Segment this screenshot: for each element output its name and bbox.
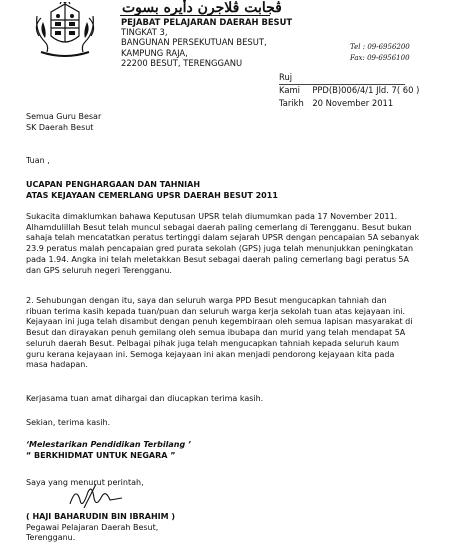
address-line: PEJABAT PELAJARAN DAERAH BESUT [121, 17, 293, 27]
signatory-title: Pegawai Pelajaran Daerah Besut, [26, 522, 159, 532]
reference-divider [279, 84, 405, 85]
salutation: Tuan , [26, 156, 50, 165]
paragraph-line: pada 1.94. Angka ini telah meletakkan Besut sebagai daerah paling cemerlang bagi peratus 5A [26, 254, 409, 264]
signatory-place: Terengganu. [26, 533, 76, 543]
paragraph-line: sahaja telah mencatatkan peratus tertinggi dalam sejarah UPSR dengan pencapaian 5A sebanyak [26, 233, 420, 243]
subject-line: ATAS KEJAYAAN CEMERLANG UPSR DAERAH BESUT 2011 [26, 190, 278, 200]
jawi-title: ڤجابت ڤلاجرن دأيره بسوت [122, 0, 282, 16]
closing-thanks: Kerjasama tuan amat dihargai dan diucapkan terima kasih. [26, 394, 264, 403]
ruj-value: PPD(B)006/4/1 Jld. 7( 60 ) [312, 85, 420, 95]
motto-line: ‘Melestarikan Pendidikan Terbilang ’ [26, 440, 192, 449]
paragraph-line: guru kerana kejayaan ini. Semoga kejayaan ini akan menjadi pendorong kejayaan kita pada [26, 349, 395, 359]
signature-icon [66, 482, 126, 512]
paragraph-line: Besut dan dirayakan penuh gemilang oleh semua ibubapa dan murid yang telah mendapat 5A [26, 328, 406, 338]
ruj-label: Ruj Kami [279, 72, 300, 95]
subject-line: UCAPAN PENGHARGAAN DAN TAHNIAH [26, 180, 201, 189]
paragraph-line: Sukacita dimaklumkan bahawa Keputusan UPSR telah diumumkan pada 17 November 2011. [26, 212, 398, 221]
reference-block [279, 71, 419, 110]
paragraph-line: ribuan terima kasih kepada tuan/puan dan seluruh warga kerja sekolah tuan atas kejayaan ini. [26, 306, 406, 316]
letterhead-rule [120, 15, 270, 16]
paragraph-line: seluruh daerah Besut. Pelbagai pihak juga telah mengucapkan tahniah kepada seluruh kaum [26, 338, 400, 348]
address-line: BANGUNAN PERSEKUTUAN BESUT, [121, 37, 267, 48]
date-label: Tarikh [279, 98, 304, 108]
paragraph-1 [26, 212, 419, 276]
paragraph-line: 2. Sehubungan dengan itu, saya dan seluruh warga PPD Besut mengucapkan tahniah dan [26, 296, 387, 305]
address-line: KAMPUNG RAJA, [121, 47, 188, 58]
subject-block [26, 180, 278, 201]
coat-of-arms-icon [31, 2, 99, 60]
paragraph-line: masa hadapan. [26, 360, 88, 370]
recipient-line: Semua Guru Besar [26, 112, 102, 121]
contact-block [350, 42, 410, 64]
paragraph-line: Kejayaan ini juga telah disambut dengan penuh kegembiraan oleh semua lapisan masyarakat di [26, 317, 413, 327]
signatory-block [26, 512, 175, 544]
obey-line: Saya yang menurut perintah, [26, 478, 144, 487]
fax-number: Fax: 09-6956100 [350, 54, 410, 62]
tel-number: Tel : 09-6956200 [350, 43, 410, 51]
closing-sekian: Sekian, terima kasih. [26, 418, 111, 427]
signatory-name: ( HAJI BAHARUDIN BIN IBRAHIM ) [26, 512, 176, 521]
recipient-line: SK Daerah Besut [26, 122, 94, 132]
paragraph-2 [26, 296, 412, 371]
address-line: TINGKAT 3, [121, 27, 168, 38]
paragraph-line: 23.9 peratus malah pencapaian gred purata sekolah (GPS) juga telah menunjukkan peningkatan [26, 244, 414, 254]
address-line: 22200 BESUT, TERENGGANU [121, 57, 243, 68]
motto-slogan: “ BERKHIDMAT UNTUK NEGARA ” [26, 451, 176, 460]
paragraph-line: dan GPS seluruh negeri Terengganu. [26, 265, 172, 275]
paragraph-line: Alhamdulillah Besut telah muncul sebagai daerah paling cemerlang di Terengganu. Besut bukan [26, 222, 412, 232]
office-address [121, 17, 292, 68]
recipient-block [26, 112, 101, 133]
date-value: 20 November 2011 [312, 98, 394, 108]
